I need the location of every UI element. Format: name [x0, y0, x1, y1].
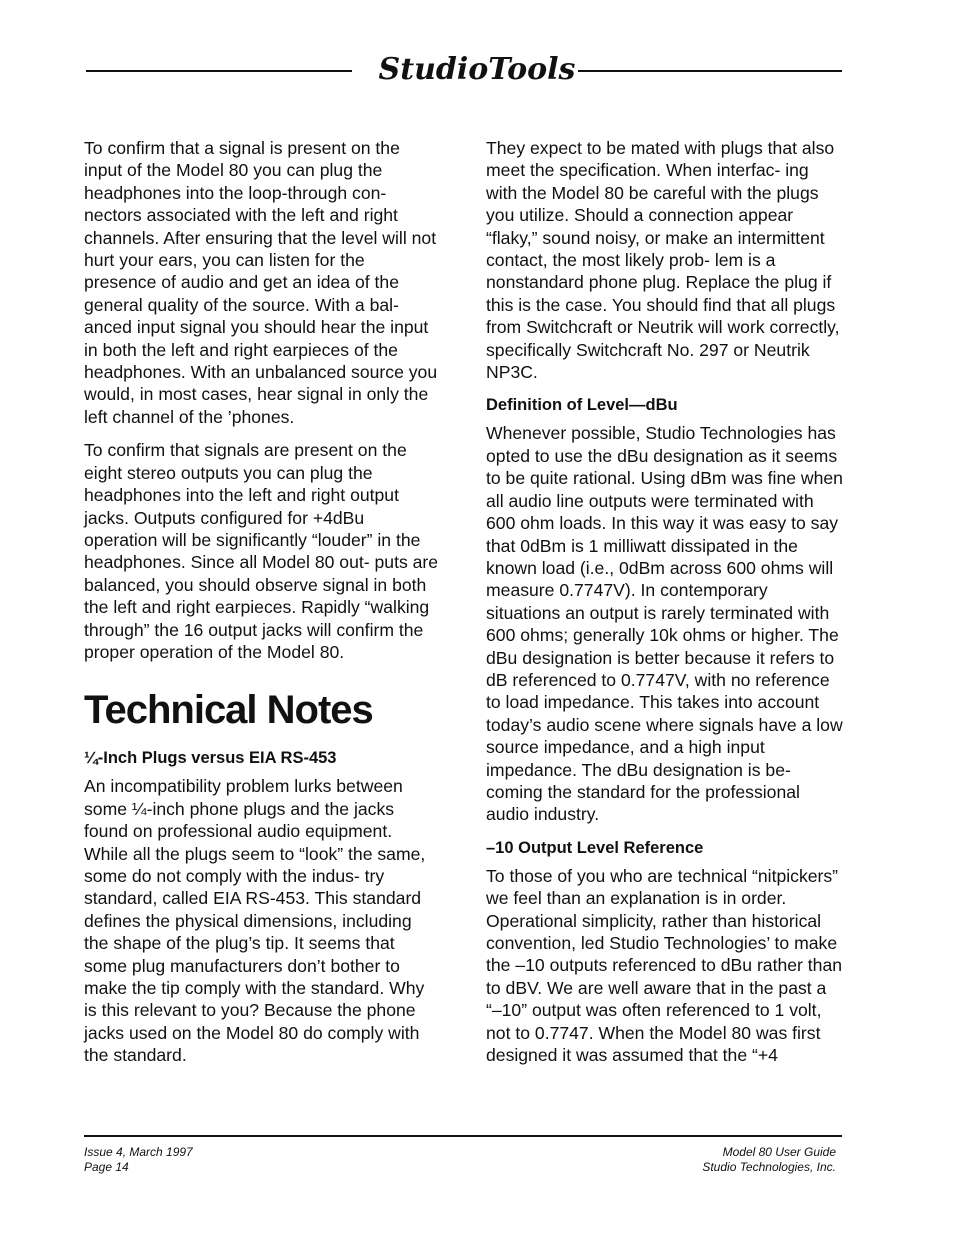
footer-page-number: Page 14: [84, 1160, 129, 1174]
heading-output-level: –10 Output Level Reference: [486, 838, 704, 857]
paragraph-signal-outputs: To confirm that signals are present on the eight stereo outputs you can plug the headphones into the left and right output jacks. Outputs configured for +4dBu operation will be significantly “louder” in the headphones. Since all Model 80 out- puts are balanced, you should observe signal in both the left and right earpieces. Rapidly “walking through” the 16 output jacks will confirm the proper operation of the Model 80.: [84, 440, 439, 662]
paragraph-plugs-continued: They expect to be mated with plugs that also meet the specification. When interfac- ing with the Model 80 be careful with the plugs you utilize. Should a connection appear “flaky,” sound noisy, or make an intermittent contact, the most likely prob- lem is a nonstandard phone plug. Replace the plug if this is the case. You should find that all plugs from Switchcraft or Neutrik will work correctly, specifically Switchcraft No. 297 or Neutrik NP3C.: [486, 138, 840, 383]
footer-issue: Issue 4, March 1997: [84, 1145, 193, 1159]
footer-left: [84, 1145, 193, 1175]
subsection-heading-plugs: ¼-Inch Plugs versus EIA RS-453: [84, 749, 337, 768]
paragraph-output-level: To those of you who are technical “nitpickers” we feel than an explanation is in order. Operational simplicity, rather than historical convention, led Studio Technologies’ to make the –10 outputs referenced to dBu rather than to dBV. We are well aware that in the past a “–10” output was often referenced to 1 volt, not to 0.7747. When the Model 80 was first designed it was assumed that the “+4: [486, 865, 843, 1066]
footer-company: Studio Technologies, Inc.: [702, 1160, 836, 1174]
right-column: [486, 137, 844, 1077]
section-title: Technical Notes: [84, 688, 373, 733]
paragraph-plugs: An incompatibility problem lurks between some ¼-inch phone plugs and the jacks found on professional audio equipment. While all the plugs seem to “look” the same, some do not comply with the indus- try standard, called EIA RS-453. This standard defines the physical dimensions, including the shape of the plug’s tip. It seems that some plug manufacturers don’t bother to make the tip comply with the standard. Why is this relevant to you? Because the phone jacks used on the Model 80 do comply with the standard.: [84, 776, 426, 1066]
header-rule-right: [578, 70, 842, 72]
footer-guide-title: Model 80 User Guide: [722, 1145, 836, 1159]
paragraph-dbu: Whenever possible, Studio Technologies has opted to use the dBu designation as it seems to be quite rational. Using dBm was fine when all audio line outputs were terminated with 600 ohm loads. In this way it was easy to say that 0dBm is 1 milliwatt dissipated in the known load (i.e., 0dBm across 600 ohms will measure 0.7747V). In contemporary situations an output is rarely terminated with 600 ohms; generally 10k ohms or higher. The dBu designation is better because it refers to dB referenced to 0.7747V, with no reference to load impedance. This takes into account today’s audio scene where signals have a low source impedance, and a high input impedance. The dBu designation is be- coming the standard for the professional audio industry.: [486, 423, 843, 825]
studio-tools-logo: StudioTools: [378, 52, 576, 87]
paragraph-signal-input: To confirm that a signal is present on the input of the Model 80 you can plug the headphones into the loop-through con- nectors associated with the left and right channels. After ensuring that the level will not hurt your ears, you can listen for the presence of audio and get an idea of the general quality of the source. With a bal- anced input signal you should hear the input in both the left and right earpieces of the headphones. With an unbalanced source you would, in most cases, hear signal in only the left channel of the ’phones.: [84, 138, 438, 427]
heading-definition-dbu: Definition of Level—dBu: [486, 396, 678, 415]
footer-right: [702, 1145, 836, 1175]
footer-rule: [84, 1135, 842, 1137]
left-column: [84, 137, 440, 1078]
